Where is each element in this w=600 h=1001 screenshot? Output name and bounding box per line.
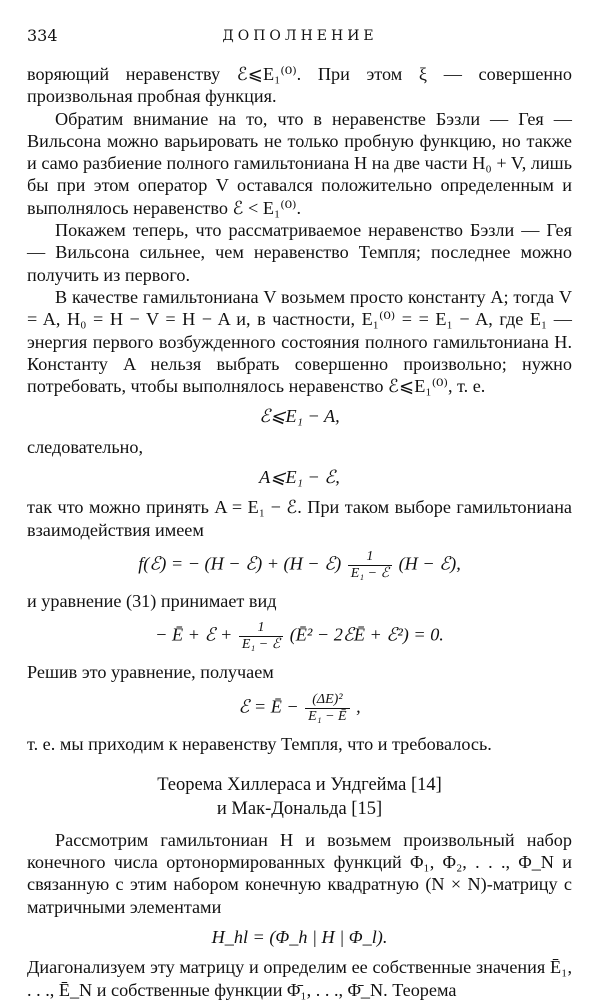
equation-3-rhs: (H − ℰ),	[398, 553, 461, 574]
equation-4-rhs: (Ē² − 2ℰĒ + ℰ²) = 0.	[289, 624, 444, 645]
equation-6: H_hl = (Φ_h | H | Φ_l).	[211, 927, 388, 948]
section-heading	[27, 773, 572, 821]
paragraph-1: воряющий неравенству ℰ⩽E₁⁽⁰⁾. При этом ξ — совершенно произвольная пробная функция.	[27, 64, 572, 107]
equation-4-denominator: E₁ − ℰ	[241, 637, 281, 653]
equation-5-rhs: ,	[356, 696, 361, 717]
equation-1: ℰ⩽E₁ − A,	[259, 406, 340, 427]
equation-5-fraction	[305, 692, 349, 725]
equation-4-lhs: − Ē + ℰ +	[155, 624, 233, 645]
paragraph-11: Диагонализуем эту матрицу и определим ее собственные значения Ē₁, . . ., Ē_N и собственные функции Φ̄₁, . . ., Φ̄_N. Теорема	[27, 957, 572, 1000]
section-heading-line-1: Теорема Хиллераса и Ундгейма [14]	[157, 774, 442, 795]
equation-5-lhs: ℰ = Ē −	[238, 696, 299, 717]
section-heading-line-2: и Мак-Дональда [15]	[216, 798, 383, 819]
equation-4	[27, 620, 572, 653]
equation-4-numerator: 1	[239, 620, 283, 637]
page-number: 334	[27, 26, 58, 45]
paragraph-2: Обратим внимание на то, что в неравенстве Бэзли — Гея — Вильсона можно варьировать не только пробную функцию, но также и само разбиение полного гамильтониана H на две части H₀ + V, лишь бы при этом оператор V оставался положительно определенным и выполнялось неравенство ℰ < E₁⁽⁰⁾.	[27, 108, 572, 218]
paragraph-9: т. е. мы приходим к неравенству Темпля, что и требовалось.	[27, 733, 492, 754]
equation-5	[27, 692, 572, 725]
equation-3-denominator: E₁ − ℰ	[350, 565, 390, 581]
equation-3-fraction	[348, 549, 392, 582]
page-body	[27, 63, 572, 1001]
paragraph-6: так что можно принять A = E₁ − ℰ. При таком выборе гамильтониана взаимодействия имеем	[27, 497, 572, 540]
paragraph-5: следовательно,	[27, 436, 144, 457]
running-title: ДОПОЛНЕНИЕ	[222, 28, 378, 44]
paragraph-7: и уравнение (31) принимает вид	[27, 590, 277, 611]
equation-4-fraction	[239, 620, 283, 653]
paragraph-8: Решив это уравнение, получаем	[27, 662, 274, 683]
equation-5-denominator: E₁ − Ē	[308, 708, 347, 724]
equation-3	[27, 549, 572, 582]
equation-5-numerator: (ΔE)²	[305, 692, 349, 709]
page-header	[0, 26, 600, 48]
equation-2: A⩽E₁ − ℰ,	[259, 467, 340, 488]
equation-3-lhs: f(ℰ) = − (H − ℰ) + (H − ℰ)	[138, 553, 342, 574]
paragraph-10: Рассмотрим гамильтониан H и возьмем произвольный набор конечного числа ортонормированных функций Φ₁, Φ₂, . . ., Φ_N и связанную с этим набором конечную квадратную (N × N)-матрицу с матричными элементами	[27, 829, 572, 917]
equation-3-numerator: 1	[348, 549, 392, 566]
paragraph-4: В качестве гамильтониана V возьмем просто константу A; тогда V = A, H₀ = H − V = H − A и, в частности, E₁⁽⁰⁾ = = E₁ − A, где E₁ — энергия первого возбужденного состояния полного гамильтониана H. Константу A нельзя выбрать совершенно произвольно; нужно потребовать, чтобы выполнялось неравенство ℰ⩽E₁⁽⁰⁾, т. е.	[27, 286, 572, 397]
paragraph-3: Покажем теперь, что рассматриваемое неравенство Бэзли — Гея — Вильсона сильнее, чем неравенство Темпля; последнее можно получить из первого.	[27, 220, 572, 285]
